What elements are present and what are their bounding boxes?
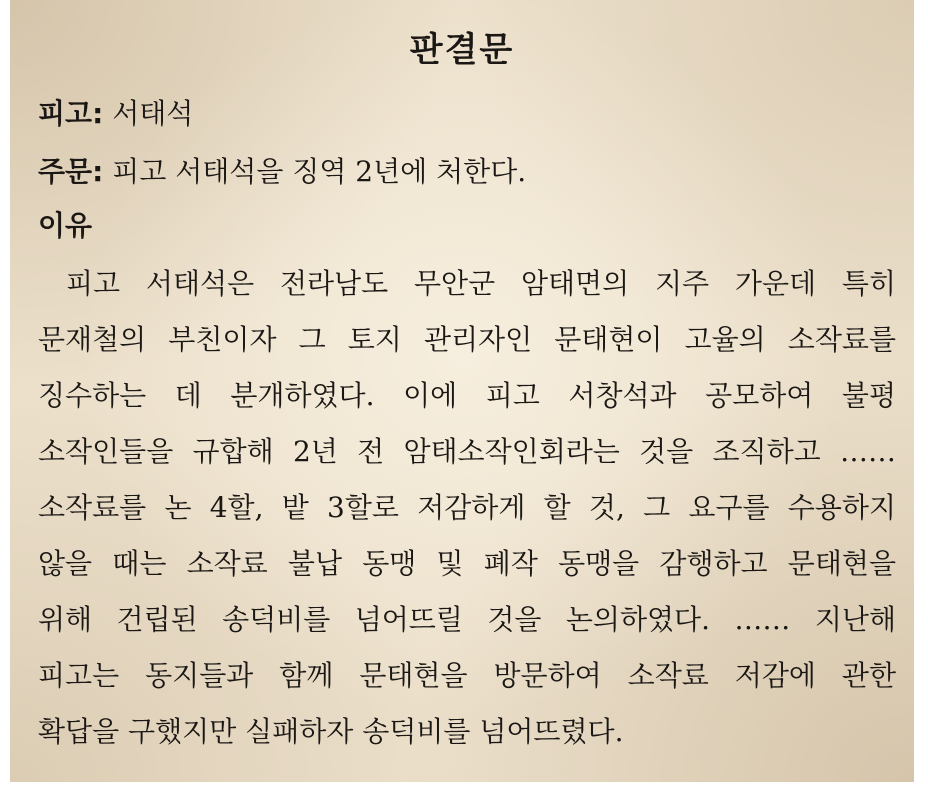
reason-line: 소작인들을 규합해 2년 전 암태소작인회라는 것을 조직하고 …… — [38, 435, 896, 468]
defendant-value: 서태석 — [103, 97, 194, 130]
defendant-row — [38, 96, 193, 132]
reason-line: 피고 서태석은 전라남도 무안군 암태면의 지주 가운데 특히 — [66, 267, 896, 300]
reason-line: 않을 때는 소작료 불납 동맹 및 폐작 동맹을 감행하고 문태현을 — [38, 547, 896, 580]
order-label: 주문 — [38, 155, 93, 188]
order-separator: : — [92, 155, 104, 188]
reason-line: 징수하는 데 분개하였다. 이에 피고 서창석과 공모하여 불평 — [38, 379, 896, 412]
defendant-label: 피고 — [38, 97, 93, 130]
reason-line: 위해 건립된 송덕비를 넘어뜨릴 것을 논의하였다. …… 지난해 — [38, 603, 896, 636]
reason-heading-row — [38, 208, 92, 244]
reason-line: 피고는 동지들과 함께 문태현을 방문하여 소작료 저감에 관한 — [38, 659, 896, 692]
document-paper — [10, 0, 914, 782]
reason-heading: 이유 — [38, 209, 93, 242]
defendant-separator: : — [92, 97, 104, 130]
order-value: 피고 서태석을 징역 2년에 처한다. — [103, 155, 527, 188]
reason-line: 소작료를 논 4할, 밭 3할로 저감하게 할 것, 그 요구를 수용하지 — [38, 491, 896, 524]
reason-line: 문재철의 부친이자 그 토지 관리자인 문태현이 고율의 소작료를 — [38, 323, 896, 356]
document-title: 판결문 — [409, 30, 515, 70]
reason-line: 확답을 구했지만 실패하자 송덕비를 넘어뜨렸다. — [38, 715, 624, 748]
order-row — [38, 154, 526, 190]
